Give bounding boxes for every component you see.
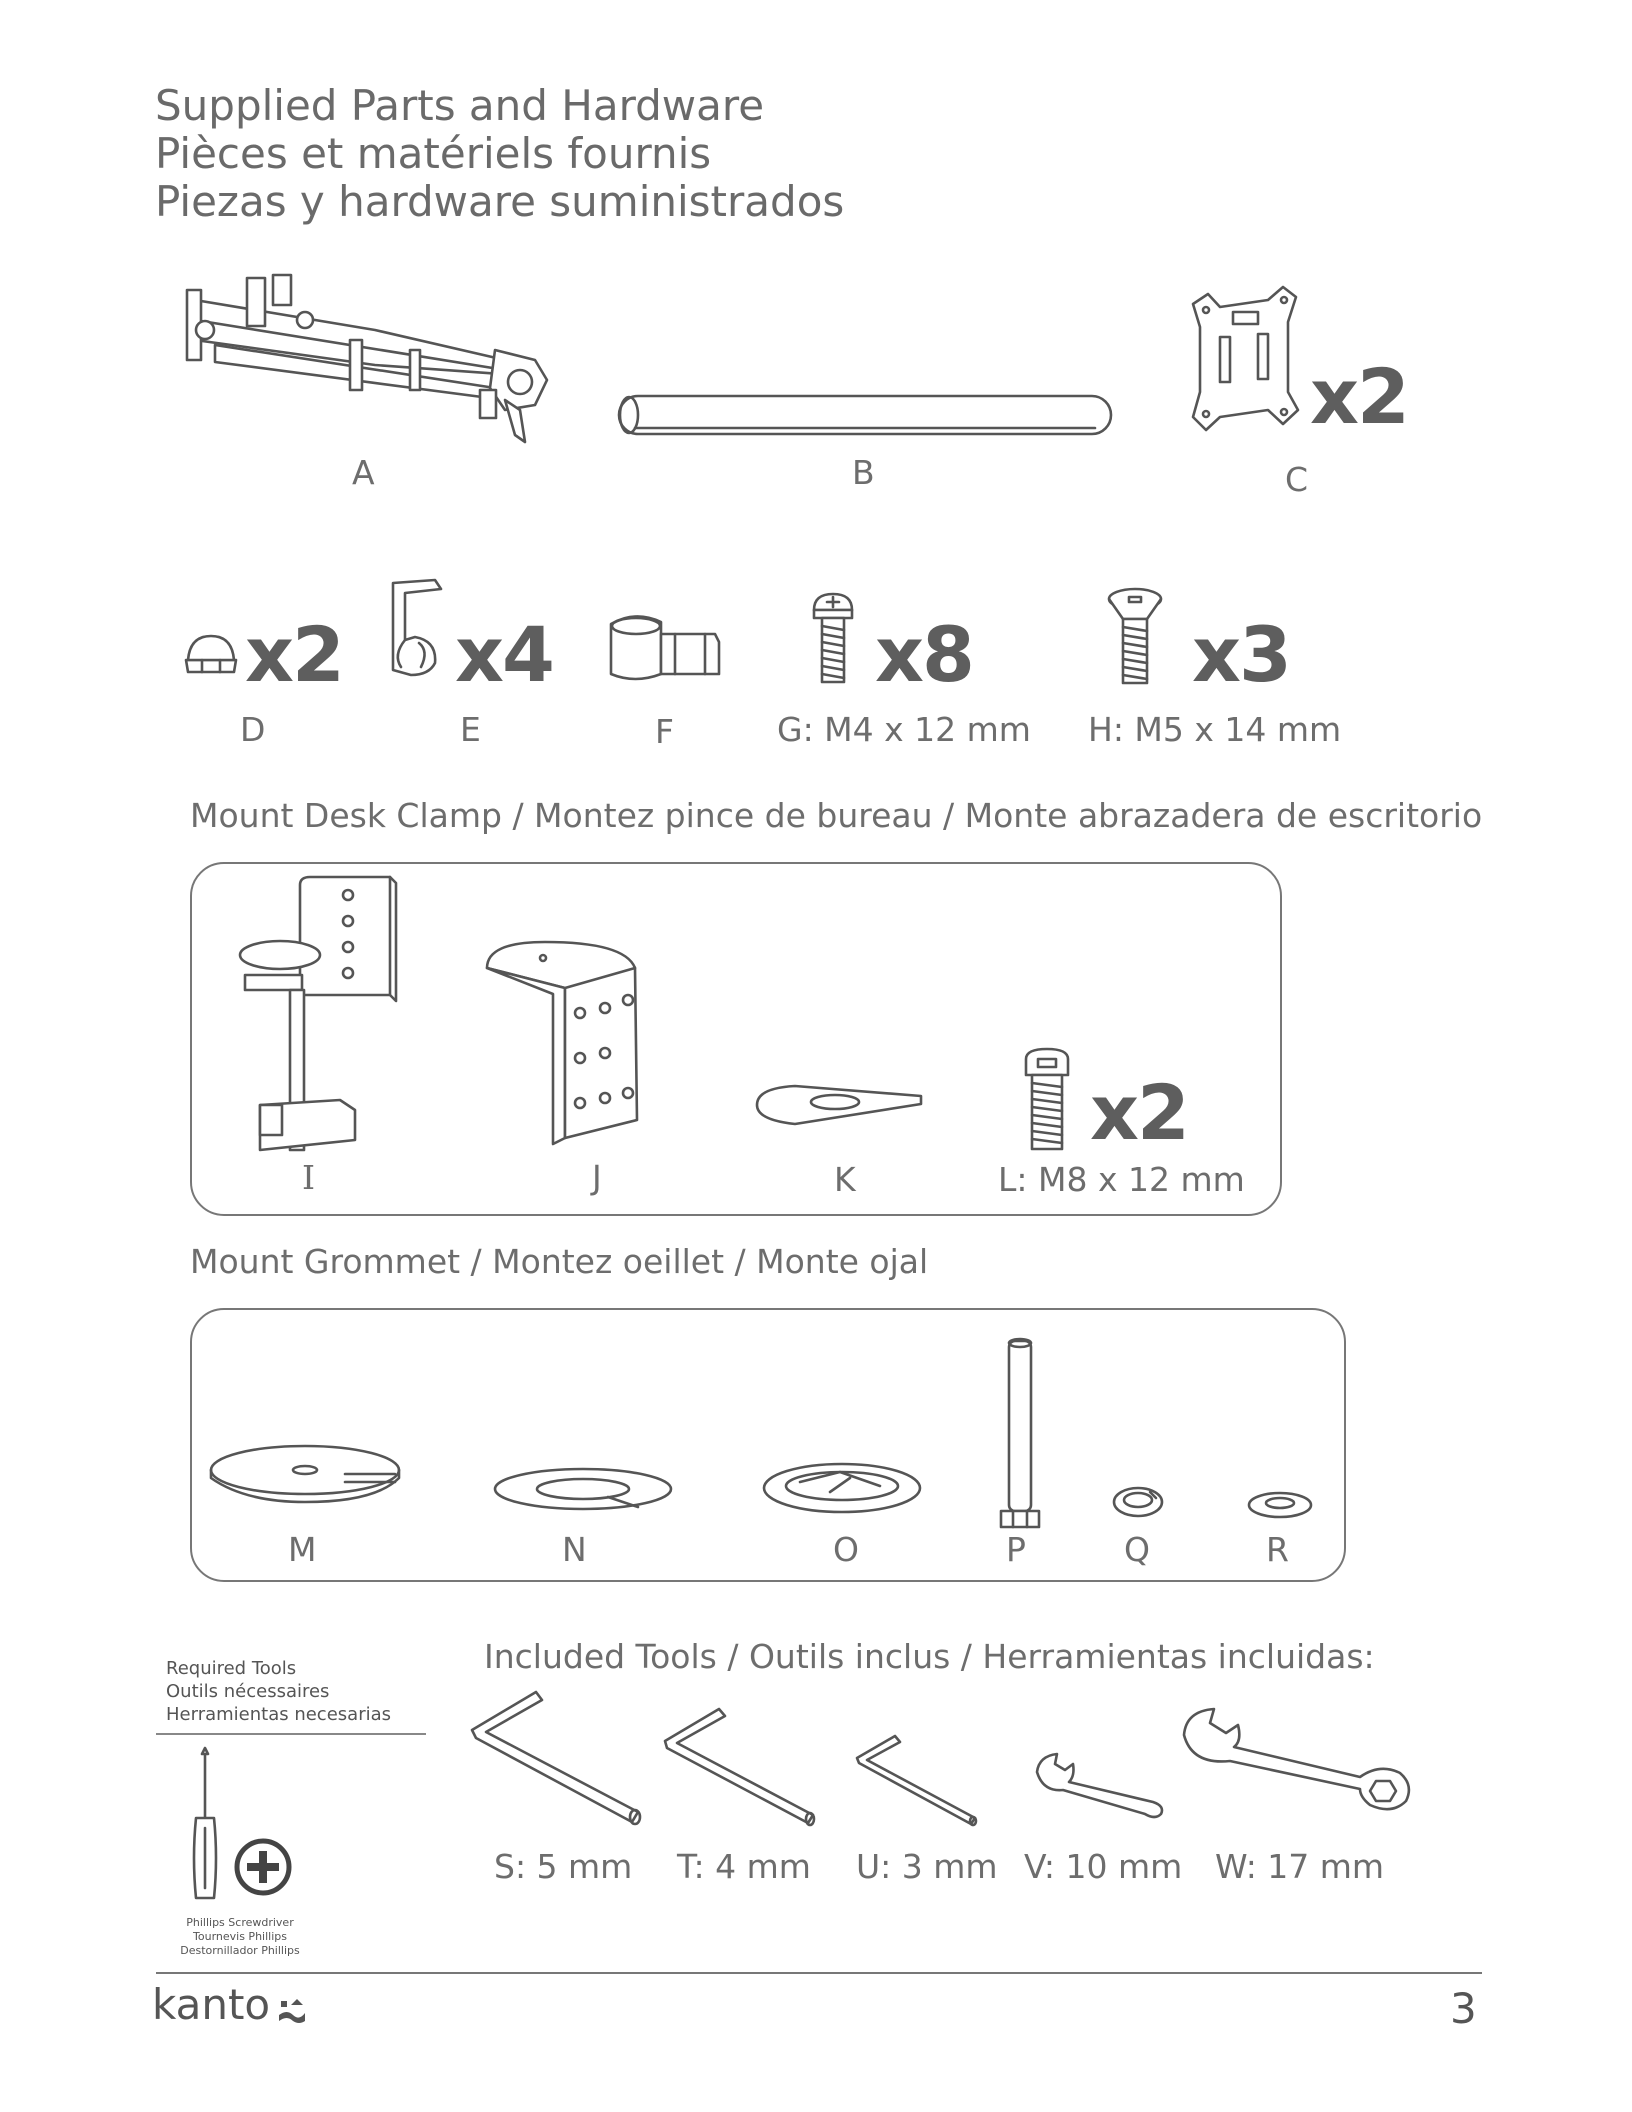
part-n-label: N bbox=[562, 1530, 587, 1569]
screwdriver-caption-en: Phillips Screwdriver bbox=[186, 1916, 294, 1929]
part-a-label: A bbox=[352, 453, 375, 492]
part-o-grommet-illustration bbox=[760, 1460, 925, 1520]
part-d-label: D bbox=[240, 710, 266, 749]
part-m-label: M bbox=[288, 1530, 317, 1569]
tool-u-label: U: 3 mm bbox=[856, 1847, 998, 1886]
title-fr: Pièces et matériels fournis bbox=[155, 129, 712, 178]
screwdriver-icon bbox=[188, 1748, 222, 1903]
part-i-clamp-illustration bbox=[230, 875, 405, 1165]
tool-v-label: V: 10 mm bbox=[1024, 1847, 1183, 1886]
part-o-label: O bbox=[833, 1530, 859, 1569]
part-c-quantity: x2 bbox=[1310, 352, 1408, 441]
title-es: Piezas y hardware suministrados bbox=[155, 177, 845, 226]
grommet-heading: Mount Grommet / Montez oeillet / Monte ojal bbox=[190, 1242, 929, 1281]
part-i-label: I bbox=[302, 1158, 316, 1197]
screwdriver-caption bbox=[160, 1916, 320, 1958]
desk-clamp-heading: Mount Desk Clamp / Montez pince de bureau / Monte abrazadera de escritorio bbox=[190, 796, 1483, 835]
included-tools-heading: Included Tools / Outils inclus / Herramientas incluidas: bbox=[484, 1637, 1375, 1676]
required-tools-en: Required Tools bbox=[166, 1658, 297, 1679]
part-c-vesa-plate-illustration bbox=[1188, 282, 1303, 432]
part-f-collar-illustration bbox=[605, 612, 725, 687]
required-tools-es: Herramientas necesarias bbox=[166, 1704, 391, 1725]
part-k-label: K bbox=[834, 1160, 856, 1199]
required-tools-fr: Outils nécessaires bbox=[166, 1681, 330, 1702]
part-k-plate-illustration bbox=[755, 1080, 925, 1130]
part-f-label: F bbox=[655, 712, 674, 751]
phillips-head-icon bbox=[233, 1837, 293, 1897]
part-g-label: G: M4 x 12 mm bbox=[777, 710, 1031, 749]
part-g-screw-illustration bbox=[808, 590, 858, 690]
part-b-pole-illustration bbox=[615, 392, 1115, 438]
tool-s-label: S: 5 mm bbox=[494, 1847, 633, 1886]
part-q-lock-washer-illustration bbox=[1110, 1482, 1166, 1522]
tool-u-hex-key-illustration bbox=[855, 1732, 980, 1827]
part-e-cable-clip-illustration bbox=[385, 575, 447, 680]
part-l-bolt-illustration bbox=[1020, 1045, 1075, 1155]
part-q-label: Q bbox=[1124, 1530, 1150, 1569]
part-j-bracket-illustration bbox=[485, 938, 675, 1148]
part-p-label: P bbox=[1006, 1530, 1026, 1569]
screwdriver-caption-fr: Tournevis Phillips bbox=[193, 1930, 287, 1943]
part-c-label: C bbox=[1285, 460, 1309, 499]
part-e-label: E bbox=[460, 710, 481, 749]
tool-w-label: W: 17 mm bbox=[1215, 1847, 1385, 1886]
page-number: 3 bbox=[1450, 1984, 1477, 2033]
part-j-label: J bbox=[592, 1158, 602, 1197]
part-b-label: B bbox=[852, 453, 875, 492]
brand-logo: kanto bbox=[152, 1980, 271, 2029]
part-h-screw-illustration bbox=[1105, 585, 1165, 690]
part-p-bolt-illustration bbox=[995, 1335, 1045, 1533]
footer-divider bbox=[156, 1972, 1482, 1974]
tool-s-hex-key-illustration bbox=[470, 1690, 645, 1825]
page-title bbox=[155, 82, 844, 226]
part-d-quantity: x2 bbox=[245, 610, 343, 699]
title-en: Supplied Parts and Hardware bbox=[155, 81, 765, 130]
tool-t-hex-key-illustration bbox=[663, 1705, 818, 1825]
part-h-label: H: M5 x 14 mm bbox=[1088, 710, 1342, 749]
kanto-logo-icon bbox=[277, 1995, 307, 2025]
part-r-label: R bbox=[1266, 1530, 1289, 1569]
required-tools-divider bbox=[156, 1733, 426, 1735]
screwdriver-caption-es: Destornillador Phillips bbox=[180, 1944, 300, 1957]
part-a-arm-illustration bbox=[175, 270, 555, 450]
part-h-quantity: x3 bbox=[1192, 610, 1290, 699]
tool-w-wrench-illustration bbox=[1180, 1705, 1415, 1815]
required-tools-heading bbox=[166, 1657, 391, 1726]
tool-v-wrench-illustration bbox=[1033, 1750, 1168, 1820]
part-m-disc-illustration bbox=[205, 1440, 405, 1510]
part-e-quantity: x4 bbox=[455, 610, 553, 699]
tool-t-label: T: 4 mm bbox=[677, 1847, 811, 1886]
part-r-washer-illustration bbox=[1245, 1487, 1315, 1523]
part-l-quantity: x2 bbox=[1090, 1068, 1188, 1157]
part-g-quantity: x8 bbox=[875, 610, 973, 699]
part-d-cap-nut-illustration bbox=[180, 630, 242, 680]
part-n-ring-illustration bbox=[488, 1465, 678, 1515]
part-l-label: L: M8 x 12 mm bbox=[998, 1160, 1245, 1199]
